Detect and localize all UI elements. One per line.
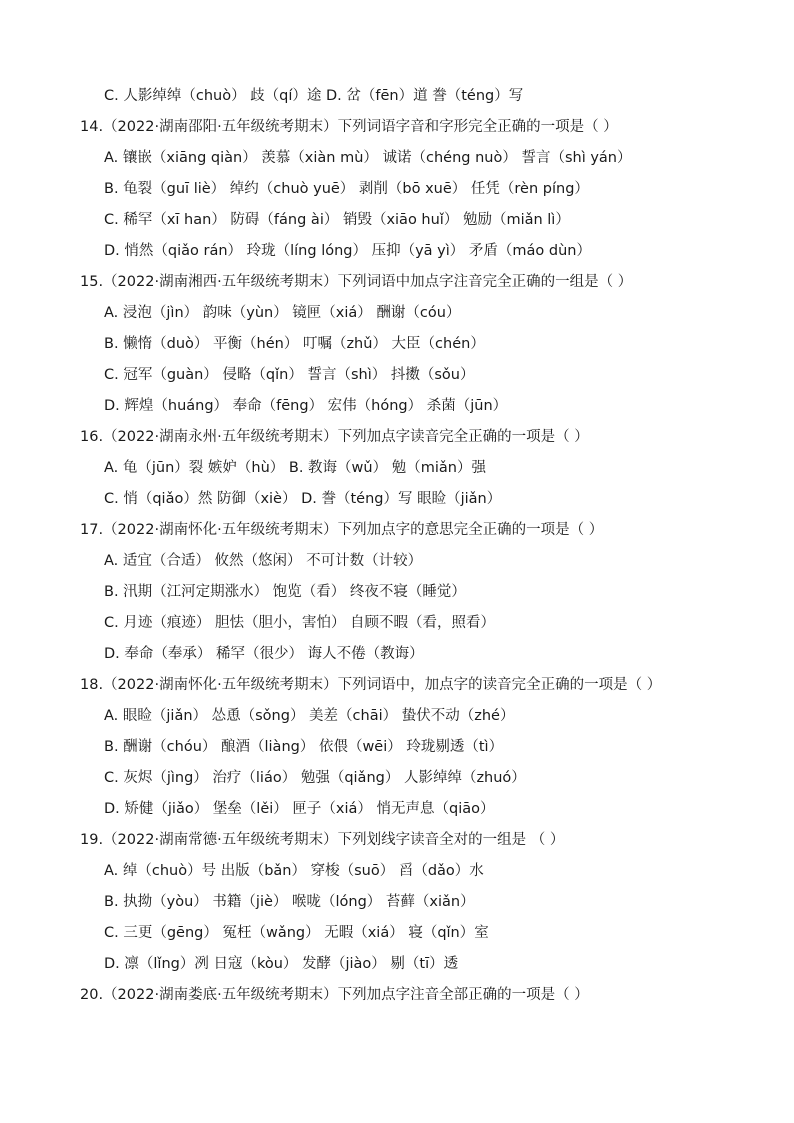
option-18-c: C. 灰烬（jìng） 治疗（liáo） 勉强（qiǎng） 人影绰绰（zhuó） <box>104 770 526 786</box>
option-17-b: B. 汛期（江河定期涨水） 饱览（看） 终夜不寝（睡觉） <box>104 584 466 600</box>
option-16-c-d: C. 悄（qiǎo）然 防御（xiè） D. 誊（téng）写 眼睑（jiǎn） <box>104 491 502 507</box>
question-14: 14.（2022·湖南邵阳·五年级统考期末）下列词语字音和字形完全正确的一项是（ ） <box>80 119 618 135</box>
option-16-a-b: A. 龟（jūn）裂 嫉妒（hù） B. 教诲（wǔ） 勉（miǎn）强 <box>104 460 486 476</box>
option-19-d: D. 凛（lǐng）冽 日寇（kòu） 发酵（jiào） 剔（tī）透 <box>104 956 459 972</box>
option-14-b: B. 龟裂（guī liè） 绰约（chuò yuē） 剥削（bō xuē） 任凭（rèn píng） <box>104 181 589 197</box>
option-15-d: D. 辉煌（huáng） 奉命（fēng） 宏伟（hóng） 杀菌（jūn） <box>104 398 508 414</box>
question-17: 17.（2022·湖南怀化·五年级统考期末）下列加点字的意思完全正确的一项是（ ） <box>80 522 604 538</box>
question-20: 20.（2022·湖南娄底·五年级统考期末）下列加点字注音全部正确的一项是（ ） <box>80 987 589 1003</box>
option-15-b: B. 懒惰（duò） 平衡（hén） 叮嘱（zhǔ） 大臣（chén） <box>104 336 485 352</box>
question-16: 16.（2022·湖南永州·五年级统考期末）下列加点字读音完全正确的一项是（ ） <box>80 429 589 445</box>
option-14-d: D. 悄然（qiǎo rán） 玲珑（líng lóng） 压抑（yā yì） 矛盾（máo dùn） <box>104 243 591 259</box>
option-18-b: B. 酬谢（chóu） 酿酒（liàng） 依偎（wēi） 玲珑剔透（tì） <box>104 739 504 755</box>
question-15: 15.（2022·湖南湘西·五年级统考期末）下列词语中加点字注音完全正确的一组是（ ） <box>80 274 633 290</box>
option-17-d: D. 奉命（奉承） 稀罕（很少） 诲人不倦（教诲） <box>104 646 424 662</box>
option-15-c: C. 冠军（guàn） 侵略（qǐn） 誓言（shì） 抖擞（sǒu） <box>104 367 475 383</box>
question-19: 19.（2022·湖南常德·五年级统考期末）下列划线字读音全对的一组是 （ ） <box>80 832 565 848</box>
option-18-d: D. 矫健（jiǎo） 堡垒（lěi） 匣子（xiá） 悄无声息（qiāo） <box>104 801 495 817</box>
option-13-c-d: C. 人影绰绰（chuò） 歧（qí）途 D. 岔（fēn）道 誊（téng）写 <box>104 88 524 104</box>
option-15-a: A. 浸泡（jìn） 韵味（yùn） 镜匣（xiá） 酬谢（cóu） <box>104 305 461 321</box>
option-17-a: A. 适宜（合适） 攸然（悠闲） 不可计数（计较） <box>104 553 423 569</box>
option-19-c: C. 三更（gēng） 冤枉（wǎng） 无暇（xiá） 寝（qǐn）室 <box>104 925 489 941</box>
option-19-b: B. 执拗（yòu） 书籍（jiè） 喉咙（lóng） 苔藓（xiǎn） <box>104 894 475 910</box>
option-19-a: A. 绰（chuò）号 出版（bǎn） 穿梭（suō） 舀（dǎo）水 <box>104 863 484 879</box>
option-18-a: A. 眼睑（jiǎn） 怂恿（sǒng） 美差（chāi） 蛰伏不动（zhé） <box>104 708 515 724</box>
option-17-c: C. 月迹（痕迹） 胆怯（胆小，害怕） 自顾不暇（看，照看） <box>104 615 496 631</box>
option-14-a: A. 镶嵌（xiāng qiàn） 羡慕（xiàn mù） 诚诺（chéng nuò） 誓言（shì yán） <box>104 150 632 166</box>
option-14-c: C. 稀罕（xī han） 防碍（fáng ài） 销毁（xiāo huǐ） 勉励（miǎn lì） <box>104 212 570 228</box>
question-18: 18.（2022·湖南怀化·五年级统考期末）下列词语中，加点字的读音完全正确的一项是（ ） <box>80 677 662 693</box>
